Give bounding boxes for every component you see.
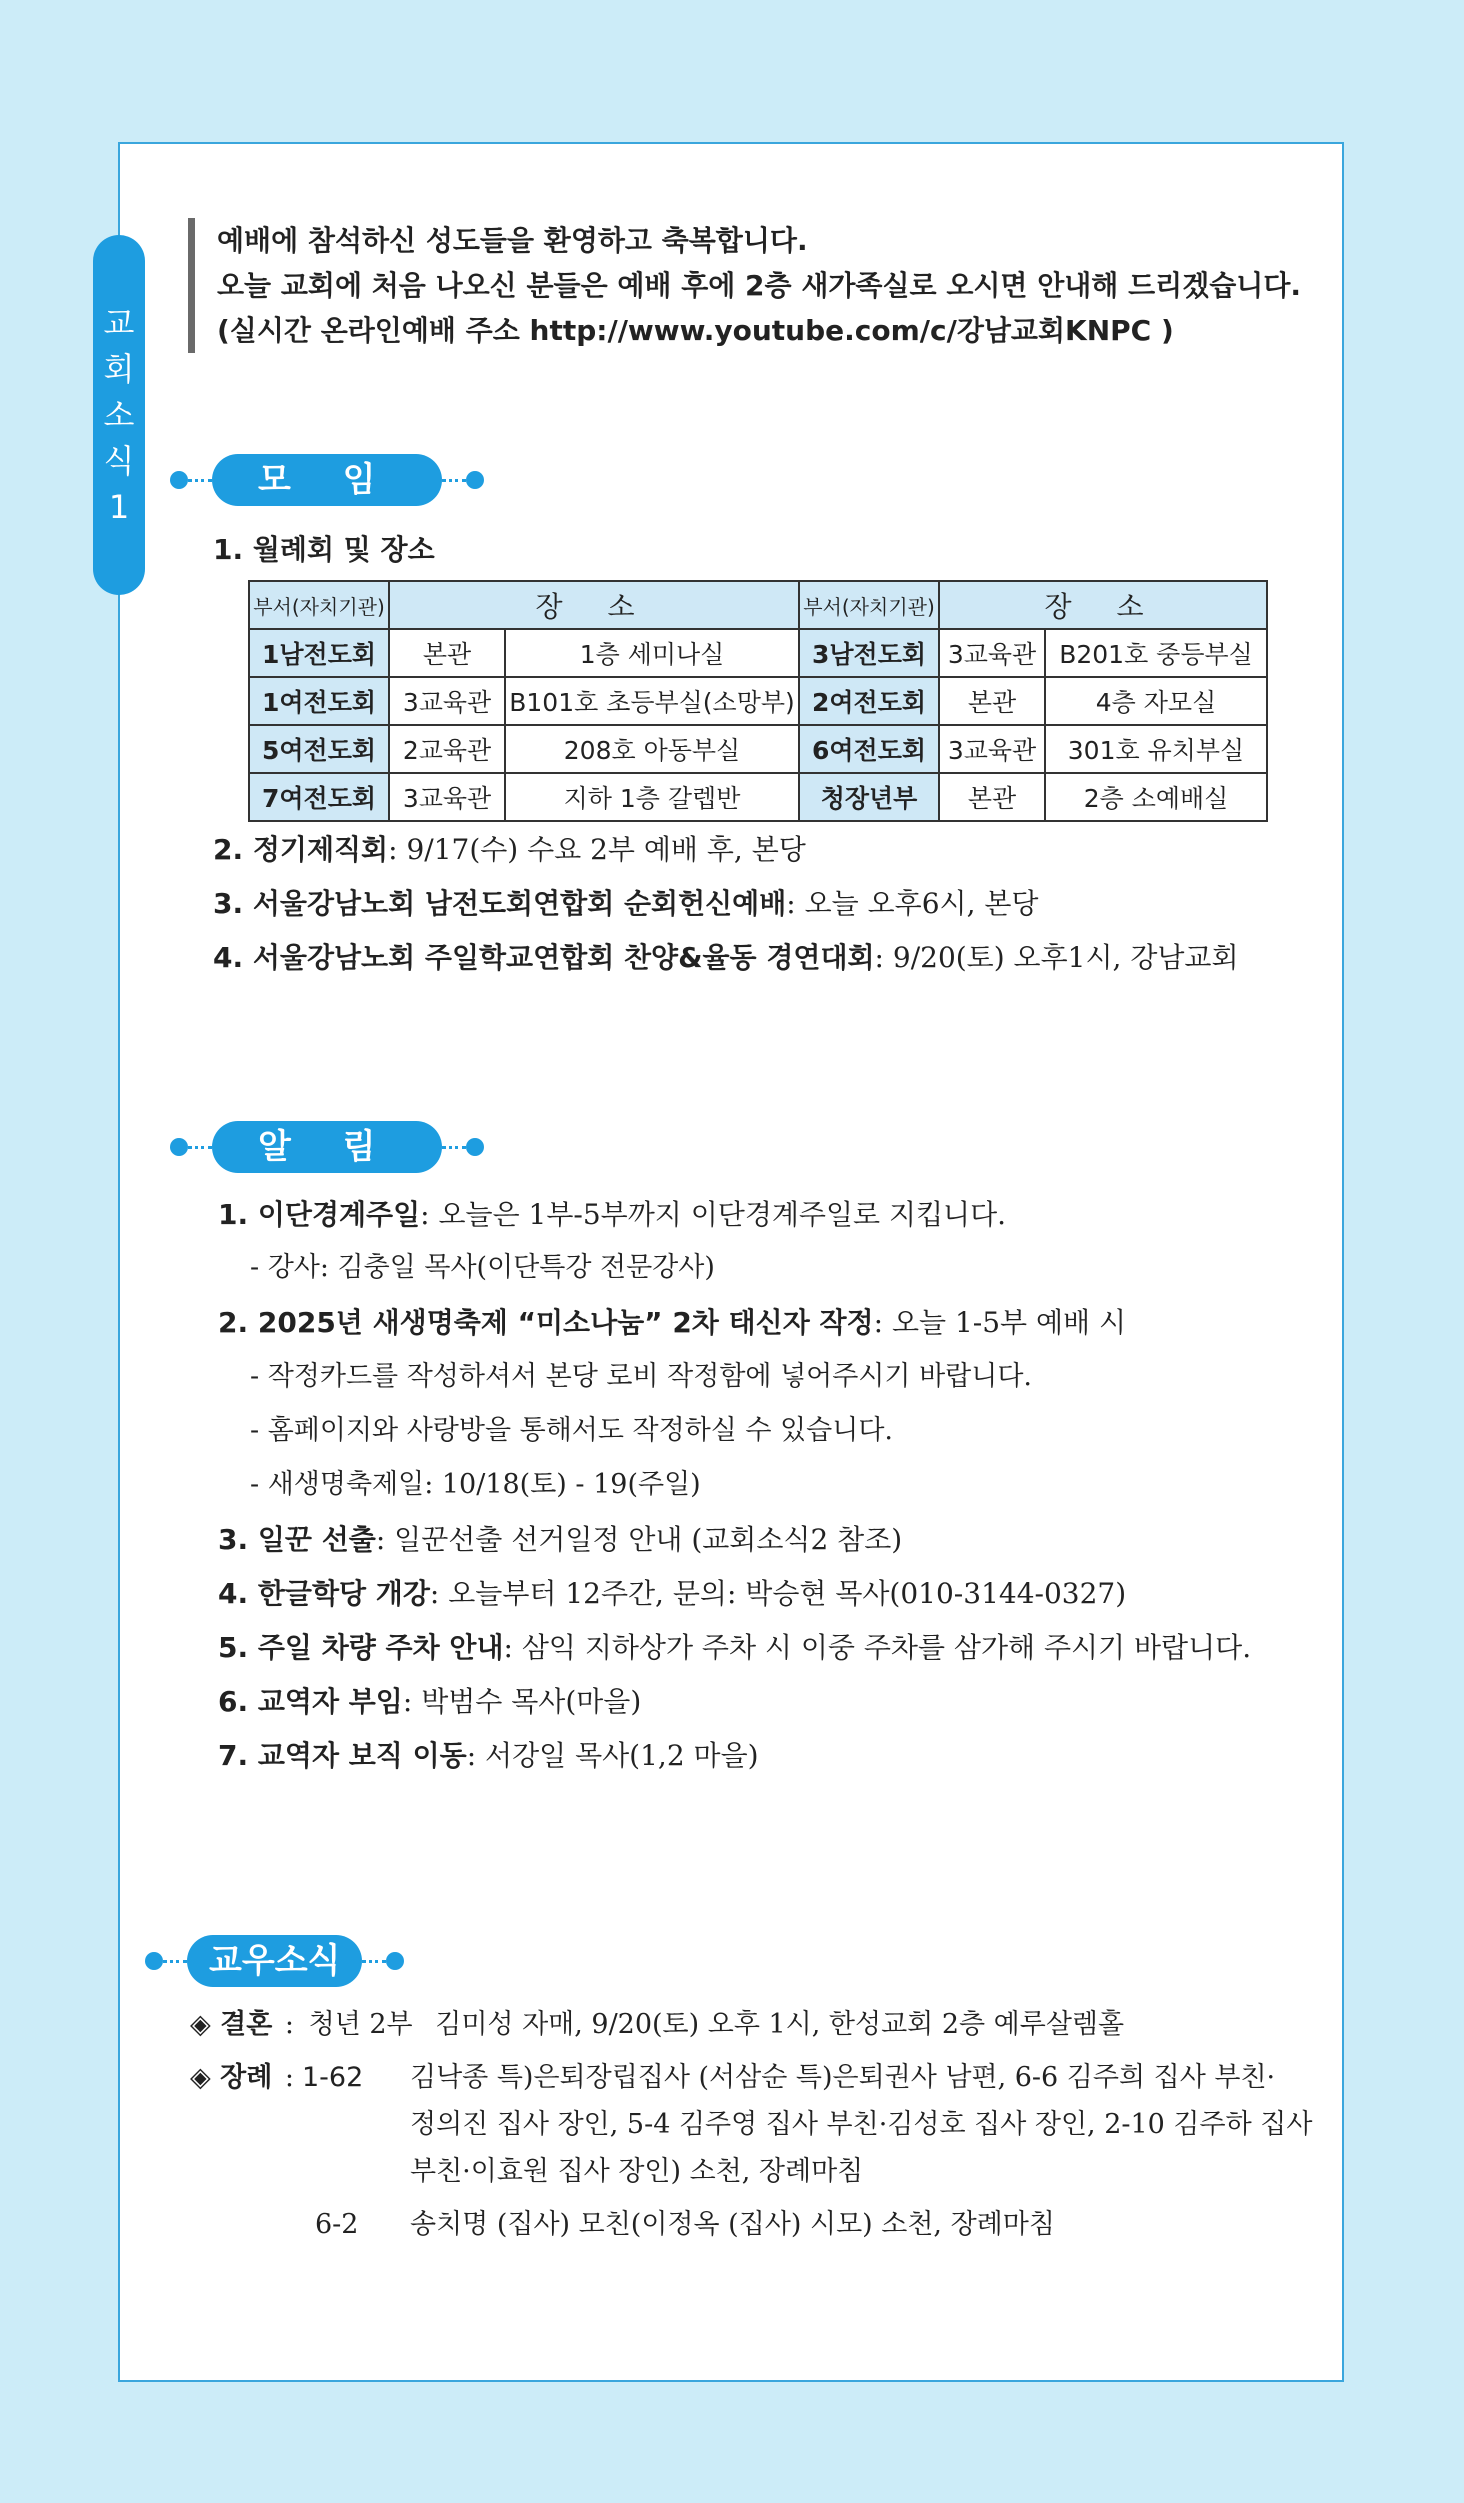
alrim-item-7 — [218, 1736, 759, 1776]
meeting-places-table — [248, 580, 1268, 822]
item-text: : 서강일 목사(1,2 마을) — [466, 1739, 759, 1772]
item-text: : 일꾼선출 선거일정 안내 (교회소식2 참조) — [375, 1523, 903, 1556]
welcome-line: 오늘 교회에 처음 나오신 분들은 예배 후에 2층 새가족실로 오시면 안내해 드리겠습니다. — [217, 269, 1302, 302]
section-header-alrim — [170, 1121, 484, 1173]
item-label: 5. 주일 차량 주차 안내 — [218, 1631, 504, 1664]
alrim-item-4 — [218, 1574, 1126, 1614]
alrim-sub-line: - 강사: 김충일 목사(이단특강 전문강사) — [250, 1252, 715, 1283]
table-cell: 1여전도회 — [249, 677, 389, 725]
section-title: 모 임 — [212, 454, 442, 506]
table-cell: 청장년부 — [799, 773, 939, 821]
alrim-sub-line: - 새생명축제일: 10/18(토) - 19(주일) — [250, 1469, 701, 1500]
table-cell: 4층 자모실 — [1045, 677, 1267, 725]
item-label: 6. 교역자 부임 — [218, 1685, 403, 1718]
alrim-item-1 — [218, 1195, 1006, 1235]
funeral-label: ◈ 장례 — [190, 2062, 273, 2093]
moim-item-1 — [213, 530, 435, 570]
item-text: : 오늘 오후6시, 본당 — [786, 887, 1039, 920]
table-header-dept: 부서(자치기관) — [249, 581, 389, 629]
funeral-text-line: 정의진 집사 장인, 5-4 김주영 집사 부친·김성호 집사 장인, 2-10 김주하 집사 — [410, 2109, 1313, 2140]
dotted-line — [362, 1960, 386, 1963]
item-text: : 9/17(수) 수요 2부 예배 후, 본당 — [388, 833, 806, 866]
table-cell: 본관 — [389, 629, 505, 677]
table-row — [249, 677, 1267, 725]
side-tab-char: 식 — [103, 442, 135, 480]
item-text: : 오늘 1-5부 예배 시 — [873, 1306, 1127, 1339]
wedding-news — [190, 2002, 1124, 2048]
moim-item-3 — [213, 884, 1038, 924]
dot-icon — [466, 1138, 484, 1156]
funeral-text-line: 김낙종 특)은퇴장립집사 (서삼순 특)은퇴권사 남편, 6-6 김주희 집사 부친· — [410, 2062, 1276, 2093]
item-label: 1. 월례회 및 장소 — [213, 533, 435, 566]
table-cell: 1층 세미나실 — [505, 629, 799, 677]
dotted-line — [188, 479, 212, 482]
dotted-line — [163, 1960, 187, 1963]
section-header-gyowoo — [145, 1935, 404, 1987]
table-cell: 5여전도회 — [249, 725, 389, 773]
table-header-place: 장 소 — [389, 581, 799, 629]
section-header-moim — [170, 454, 484, 506]
item-label: 3. 서울강남노회 남전도회연합회 순회헌신예배 — [213, 887, 787, 920]
item-label: 4. 한글학당 개강 — [218, 1577, 430, 1610]
table-header-dept: 부서(자치기관) — [799, 581, 939, 629]
funeral-news — [190, 2055, 294, 2101]
side-tab-char: 회 — [103, 350, 135, 388]
table-cell: 본관 — [939, 773, 1045, 821]
dot-icon — [170, 471, 188, 489]
dotted-line — [442, 479, 466, 482]
welcome-line: (실시간 온라인예배 주소 http://www.youtube.com/c/강남교회KNPC ) — [217, 314, 1174, 347]
dot-icon — [386, 1952, 404, 1970]
item-text: : 삼익 지하상가 주차 시 이중 주차를 삼가해 주시기 바랍니다. — [503, 1631, 1252, 1664]
table-cell: 본관 — [939, 677, 1045, 725]
dot-icon — [145, 1952, 163, 1970]
item-label: 2. 2025년 새생명축제 “미소나눔” 2차 태신자 작정 — [218, 1306, 874, 1339]
section-title: 알 림 — [212, 1121, 442, 1173]
table-cell: 지하 1층 갈렙반 — [505, 773, 799, 821]
section-side-tab — [93, 235, 145, 595]
table-cell: 3교육관 — [939, 725, 1045, 773]
table-cell: 3교육관 — [389, 773, 505, 821]
table-cell: 208호 아동부실 — [505, 725, 799, 773]
alrim-item-3 — [218, 1520, 902, 1560]
alrim-sub-line: - 홈페이지와 사랑방을 통해서도 작정하실 수 있습니다. — [250, 1415, 894, 1446]
moim-item-2 — [213, 830, 806, 870]
table-row — [249, 773, 1267, 821]
welcome-line: 예배에 참석하신 성도들을 환영하고 축복합니다. — [217, 224, 808, 257]
table-cell: 3교육관 — [389, 677, 505, 725]
item-label: 2. 정기제직회 — [213, 833, 389, 866]
welcome-message — [188, 218, 1337, 353]
funeral-text-line: 송치명 (집사) 모친(이정옥 (집사) 시모) 소천, 장례마침 — [410, 2209, 1055, 2240]
dot-icon — [170, 1138, 188, 1156]
alrim-item-5 — [218, 1628, 1251, 1668]
wedding-group: 청년 2부 — [308, 2009, 413, 2040]
moim-item-4 — [213, 938, 1239, 978]
table-cell: 301호 유치부실 — [1045, 725, 1267, 773]
item-label: 1. 이단경계주일 — [218, 1198, 421, 1231]
side-tab-char: 1 — [108, 488, 130, 526]
dot-icon — [466, 471, 484, 489]
table-cell: 1남전도회 — [249, 629, 389, 677]
alrim-item-6 — [218, 1682, 641, 1722]
item-text: : 박범수 목사(마을) — [402, 1685, 642, 1718]
section-title: 교우소식 — [187, 1935, 362, 1987]
table-cell: 2여전도회 — [799, 677, 939, 725]
item-text: : 9/20(토) 오후1시, 강남교회 — [874, 941, 1239, 974]
wedding-label: ◈ 결혼 — [190, 2009, 273, 2040]
table-header-row — [249, 581, 1267, 629]
funeral-group: 6-2 — [315, 2209, 359, 2240]
item-text: : 오늘은 1부-5부까지 이단경계주일로 지킵니다. — [420, 1198, 1007, 1231]
alrim-sub-line: - 작정카드를 작성하셔서 본당 로비 작정함에 넣어주시기 바랍니다. — [250, 1361, 1032, 1392]
table-cell: 2교육관 — [389, 725, 505, 773]
item-label: 3. 일꾼 선출 — [218, 1523, 376, 1556]
dotted-line — [442, 1146, 466, 1149]
alrim-item-2 — [218, 1303, 1126, 1343]
item-label: 7. 교역자 보직 이동 — [218, 1739, 467, 1772]
table-cell: B101호 초등부실(소망부) — [505, 677, 799, 725]
item-label: 4. 서울강남노회 주일학교연합회 찬양&율동 경연대회 — [213, 941, 875, 974]
table-cell: B201호 중등부실 — [1045, 629, 1267, 677]
dotted-line — [188, 1146, 212, 1149]
item-text: : 오늘부터 12주간, 문의: 박승현 목사(010-3144-0327) — [429, 1577, 1127, 1610]
table-cell: 3교육관 — [939, 629, 1045, 677]
table-row — [249, 725, 1267, 773]
wedding-text: 김미성 자매, 9/20(토) 오후 1시, 한성교회 2층 예루살렘홀 — [435, 2009, 1125, 2040]
table-header-place: 장 소 — [939, 581, 1267, 629]
funeral-text-line: 부친·이효원 집사 장인) 소천, 장례마침 — [410, 2156, 864, 2187]
table-cell: 3남전도회 — [799, 629, 939, 677]
table-cell: 6여전도회 — [799, 725, 939, 773]
separator: : — [284, 2009, 295, 2040]
table-row — [249, 629, 1267, 677]
side-tab-char: 교 — [103, 304, 135, 342]
table-cell: 2층 소예배실 — [1045, 773, 1267, 821]
separator: : — [284, 2062, 295, 2093]
table-cell: 7여전도회 — [249, 773, 389, 821]
funeral-group: 1-62 — [302, 2062, 364, 2093]
side-tab-char: 소 — [103, 396, 135, 434]
